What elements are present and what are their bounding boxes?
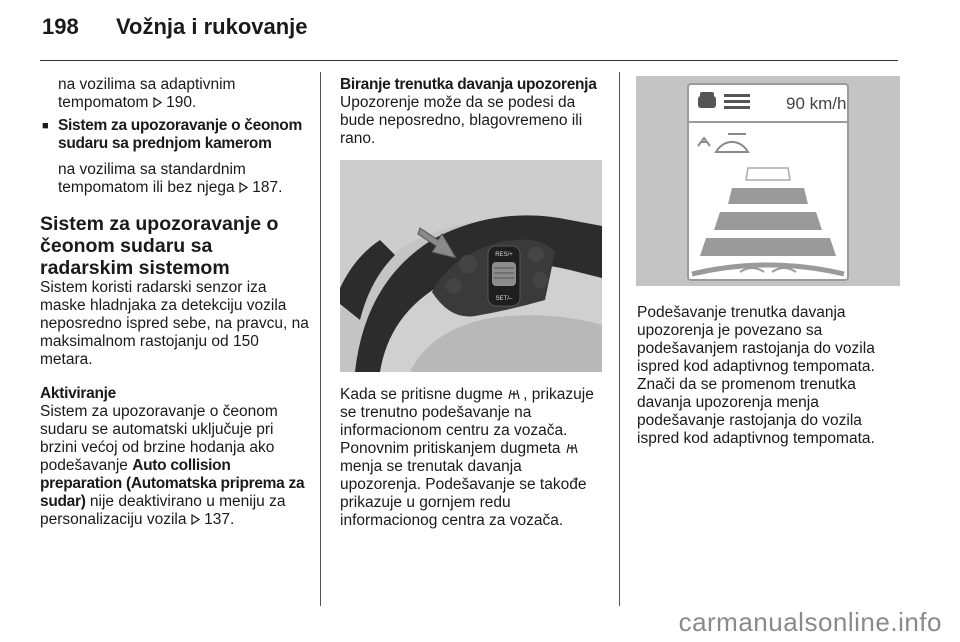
- vehicle-ahead-icon: [698, 92, 716, 108]
- ref-page-190[interactable]: 190.: [166, 94, 197, 111]
- wheel-label-res: RES/+: [495, 252, 513, 258]
- paragraph-alert-timing: Upozorenje može da se podesi da bude neposredno, blagovremeno ili rano.: [340, 94, 583, 147]
- column-1: [40, 76, 310, 529]
- paragraph-activation: [40, 403, 310, 529]
- wheel-label-set: SET/–: [495, 296, 513, 302]
- steering-wheel-illustration: [340, 160, 602, 372]
- page-title: Vožnja i rukovanje: [116, 14, 308, 39]
- limiter-button[interactable]: [532, 272, 548, 288]
- driver-info-display-figure: [636, 76, 900, 286]
- column-divider-2: [619, 72, 620, 606]
- alert-button[interactable]: [459, 255, 477, 273]
- display-speed: 90 km/h: [786, 94, 847, 113]
- triangle-right-icon: [191, 514, 200, 525]
- text-standard: na vozilima sa standardnim tempomatom ili bez njega: [58, 161, 246, 196]
- column-2: [340, 76, 606, 148]
- text-adaptive: na vozilima sa adaptivnim tempomatom: [58, 76, 236, 111]
- subheading-activation: Aktiviranje: [40, 385, 116, 402]
- section-heading-radar: Sistem za upozoravanje o čeonom sudaru sa radarskim sistemom: [40, 213, 279, 279]
- bullet-front-camera: ■ Sistem za upozoravanje o čeonom sudaru sa prednjom kamerom: [40, 117, 310, 153]
- driver-info-display: [636, 76, 900, 286]
- paragraph-alert-distance: Podešavanje trenutka davanja upozorenja je povezano sa podešavanjem rastojanja do vozila ispred kod adaptivnog tempomata. Znači da se promenom trenutka davanja upozorenja menja podešavanje rastojanja do vozila ispred kod adaptivnog tempomata.: [637, 304, 875, 447]
- text-press-a: Kada se pritisne dugme: [340, 386, 503, 403]
- steering-wheel-figure: [340, 160, 602, 372]
- paragraph-button-press: [340, 386, 606, 530]
- text-press-c: menja se trenutak davanja upozorenja. Podešavanje se takođe prikazuje u gornjem redu informacionog centra za vozača.: [340, 458, 587, 529]
- distance-bar-4: [700, 238, 836, 256]
- paragraph-radar: Sistem koristi radarski senzor iza maske hladnjaka za detekciju vozila neposredno ispred sebe, na pravcu, na maksimalnom rastojanju od 150 metara.: [40, 279, 309, 368]
- page-number: 198: [42, 14, 79, 39]
- column-3: [637, 304, 899, 448]
- ref-page-137[interactable]: 137.: [204, 511, 235, 528]
- paragraph-standard: [40, 161, 310, 197]
- distance-bar-3: [714, 212, 822, 230]
- text-activation-b: nije deaktivirano u meniju za personalizaciju vozila: [40, 493, 286, 528]
- triangle-right-icon: [153, 97, 162, 108]
- paragraph-adaptive: [40, 76, 310, 112]
- ref-page-187[interactable]: 187.: [252, 179, 283, 196]
- page-header: [42, 14, 308, 40]
- collision-alert-icon: [507, 388, 523, 400]
- distance-bar-1: [746, 168, 790, 180]
- distance-bar-2: [728, 188, 808, 204]
- subheading-alert-timing: Biranje trenutka davanja upozorenja: [340, 76, 597, 93]
- header-rule: [40, 60, 898, 61]
- distance-bars-icon: [724, 94, 750, 109]
- collision-alert-icon: [565, 442, 581, 454]
- watermark: carmanualsonline.info: [678, 607, 942, 637]
- text-activation-a: Sistem za upozoravanje o čeonom sudaru se automatski uključuje pri brzini većoj od brzine hodanja ako podešavanje: [40, 403, 278, 474]
- cruise-button[interactable]: [528, 246, 544, 262]
- triangle-right-icon: [239, 182, 248, 193]
- text-press-b: , prikazuje se trenutno podešavanje na informacionom centru za vozača. Ponovnim pritiskanjem dugmeta: [340, 386, 594, 457]
- cancel-button[interactable]: [446, 278, 462, 294]
- menu-setting-label: Auto collision preparation (Automatska priprema za sudar): [40, 457, 305, 510]
- column-2-lower: [340, 386, 606, 530]
- column-divider-1: [320, 72, 321, 606]
